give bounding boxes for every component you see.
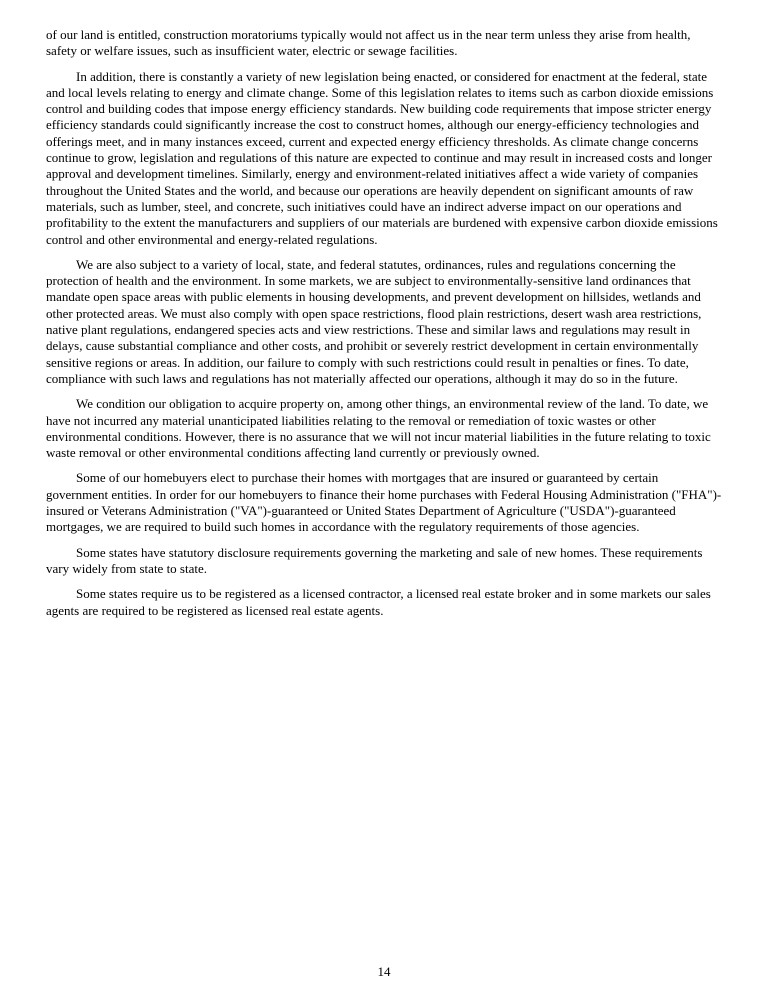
paragraph-continuation: of our land is entitled, construction moratoriums typically would not affect us in the near term unless they arise from health, safety or welfare issues, such as insufficient water, electric or sewage facilities. (46, 27, 691, 59)
paragraph: We condition our obligation to acquire property on, among other things, an environmental review of the land. To date, we have not incurred any material unanticipated liabilities relating to the removal or remediation of toxic wastes or other environmental conditions. However, there is no assurance that we will not incur material liabilities in the future relating to toxic waste removal or other environmental conditions affecting land currently or previously owned. (46, 396, 711, 461)
paragraph: Some states require us to be registered as a licensed contractor, a licensed real estate broker and in some markets our sales agents are required to be registered as licensed real estate agents. (46, 586, 711, 618)
paragraph: Some states have statutory disclosure requirements governing the marketing and sale of new homes. These requirements vary widely from state to state. (46, 544, 703, 576)
paragraph: We are also subject to a variety of local, state, and federal statutes, ordinances, rules and regulations concerning the protection of health and the environment. In some markets, we are subject to environmentally-sensitive land ordinances that mandate open space areas with public elements in housing developments, and prevent development on hillsides, wetlands and other protected areas. We must also comply with open space restrictions, flood plain restrictions, desert wash area restrictions, native plant regulations, endangered species acts and view restrictions. These and similar laws and regulations may result in delays, cause substantial compliance and other costs, and prohibit or severely restrict development in certain environmentally sensitive regions or areas. In addition, our failure to comply with such restrictions could result in penalties or fines. To date, compliance with such laws and regulations has not materially affected our operations, although it may do so in the future. (46, 256, 702, 386)
page-number: 14 (377, 963, 391, 979)
paragraph: Some of our homebuyers elect to purchase their homes with mortgages that are insured or guaranteed by certain government entities. In order for our homebuyers to finance their home purchases with Federal Housing Administration ("FHA")-insured or Veterans Administration ("VA")-guaranteed or United States Department of Agriculture ("USDA")-guaranteed mortgages, we are required to build such homes in accordance with the regulatory requirements of those agencies. (46, 470, 722, 535)
paragraph: In addition, there is constantly a variety of new legislation being enacted, or considered for enactment at the federal, state and local levels relating to energy and climate change. Some of this legislation relates to items such as carbon dioxide emissions control and building codes that impose energy efficiency standards. New building code requirements that impose stricter energy efficiency standards could significantly increase the cost to construct homes, although our energy-efficiency technologies and offerings meet, and in many instances exceed, current and expected energy efficiency thresholds. As climate change concerns continue to grow, legislation and regulations of this nature are expected to continue and may result in increased costs and longer approval and development timelines. Similarly, energy and environment-related initiatives affect a wide variety of companies throughout the United States and the world, and because our operations are heavily dependent on significant amounts of raw materials, such as lumber, steel, and concrete, such initiatives could have an indirect adverse impact on our operations and profitability to the extent the manufacturers and suppliers of our materials are burdened with expensive carbon dioxide emissions control and other environmental and energy-related regulations. (46, 68, 718, 247)
